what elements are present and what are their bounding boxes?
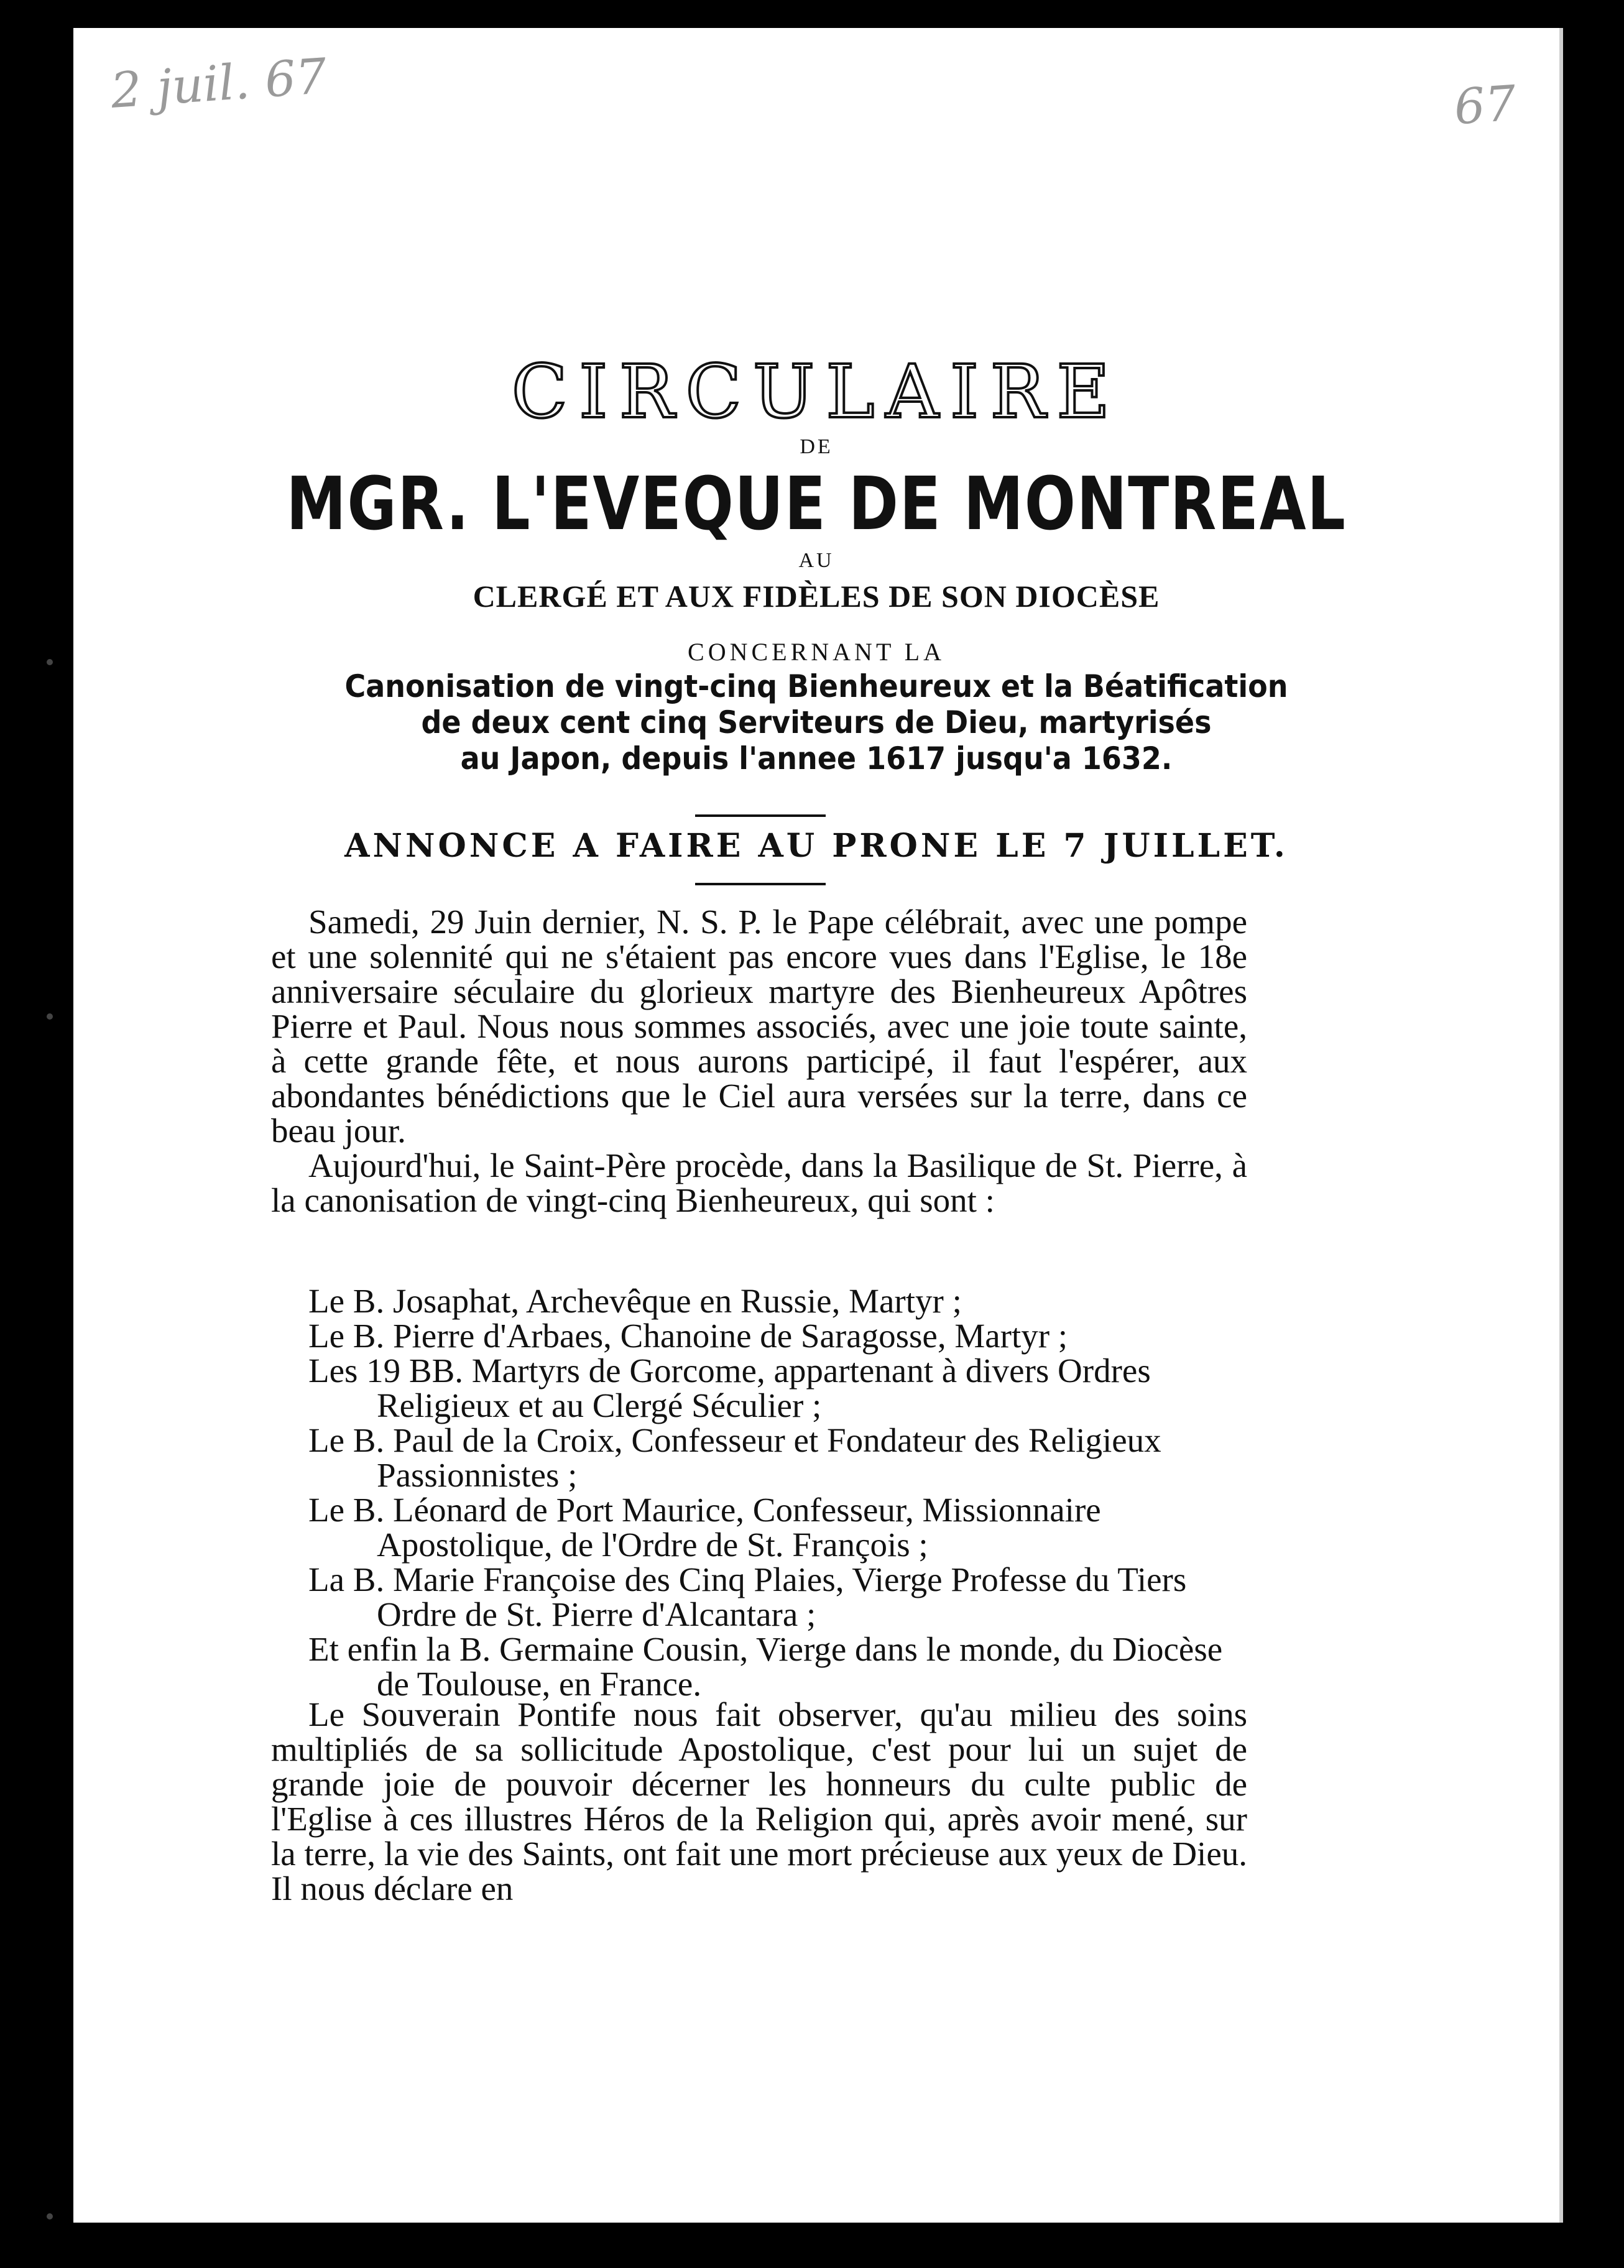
divider xyxy=(695,883,826,885)
document-title: CIRCULAIRE xyxy=(511,349,1122,435)
list-item: Le B. Léonard de Port Maurice, Confesseur, Missionnaire Apostolique, de l'Ordre de St. François ; xyxy=(308,1491,1101,1564)
list-item: Les 19 BB. Martyrs de Gorcome, appartenant à divers Ordres Religieux et au Clergé Séculier ; xyxy=(308,1352,1151,1424)
scan-speck xyxy=(47,1013,53,1020)
subject-line: de deux cent cinq Serviteurs de Dieu, martyrisés xyxy=(421,704,1212,740)
announcement-heading: ANNONCE A FAIRE AU PRONE LE 7 JUILLET. xyxy=(344,827,1288,865)
addressees-heading: CLERGÉ ET AUX FIDÈLES DE SON DIOCÈSE xyxy=(473,579,1160,614)
list-item: Le B. Paul de la Croix, Confesseur et Fondateur des Religieux Passionnistes ; xyxy=(308,1421,1161,1494)
divider xyxy=(695,814,826,817)
saints-list xyxy=(308,1284,1250,1702)
title-de: DE xyxy=(800,435,833,458)
handwritten-number: 67 xyxy=(1452,75,1518,136)
scan-speck xyxy=(47,2213,53,2220)
title-au: AU xyxy=(798,549,834,572)
subject-heading xyxy=(133,668,1500,777)
concernant-label: CONCERNANT LA xyxy=(688,638,945,666)
closing-paragraph: Le Souverain Pontife nous fait observer, qu'au milieu des soins multipliés de sa sollicitude Apostolique, c'est pour lui un sujet de grande joie de pouvoir décerner les honneurs du culte public de l'Eglise à ces illustres Héros de la Religion qui, après avoir mené, sur la terre, la vie des Saints, ont fait une mort précieuse aux yeux de Dieu. Il nous déclare en xyxy=(271,1695,1247,1907)
paragraph: Samedi, 29 Juin dernier, N. S. P. le Pape célébrait, avec une pompe et une solennité qui ne s'étaient pas encore vues dans l'Eglise, le 18e anniversaire séculaire du glorieux martyre des Bienheureux Apôtres Pierre et Paul. Nous nous sommes associés, avec une joie toute sainte, à cette grande fête, et nous aurons participé, il faut l'espérer, aux abondantes bénédictions que le Ciel aura versées sur la terre, dans ce beau jour. xyxy=(271,903,1247,1150)
list-item: Le B. Pierre d'Arbaes, Chanoine de Saragosse, Martyr ; xyxy=(308,1317,1068,1355)
list-item: Le B. Josaphat, Archevêque en Russie, Martyr ; xyxy=(308,1282,962,1320)
intro-text xyxy=(271,905,1247,1218)
handwritten-date: 2 juil. 67 xyxy=(109,48,329,120)
subject-line: Canonisation de vingt-cinq Bienheureux et la Béatification xyxy=(344,668,1288,704)
list-item: Et enfin la B. Germaine Cousin, Vierge dans le monde, du Diocèse de Toulouse, en France. xyxy=(308,1630,1223,1703)
bishop-heading: MGR. L'EVEQUE DE MONTREAL xyxy=(286,461,1347,546)
subject-line: au Japon, depuis l'annee 1617 jusqu'a 1632. xyxy=(460,740,1173,777)
scan-speck xyxy=(47,659,53,665)
paragraph: Aujourd'hui, le Saint-Père procède, dans la Basilique de St. Pierre, à la canonisation de vingt-cinq Bienheureux, qui sont : xyxy=(271,1146,1247,1219)
document-page xyxy=(73,28,1563,2223)
list-item: La B. Marie Françoise des Cinq Plaies, Vierge Professe du Tiers Ordre de St. Pierre d'Alcantara ; xyxy=(308,1560,1187,1633)
